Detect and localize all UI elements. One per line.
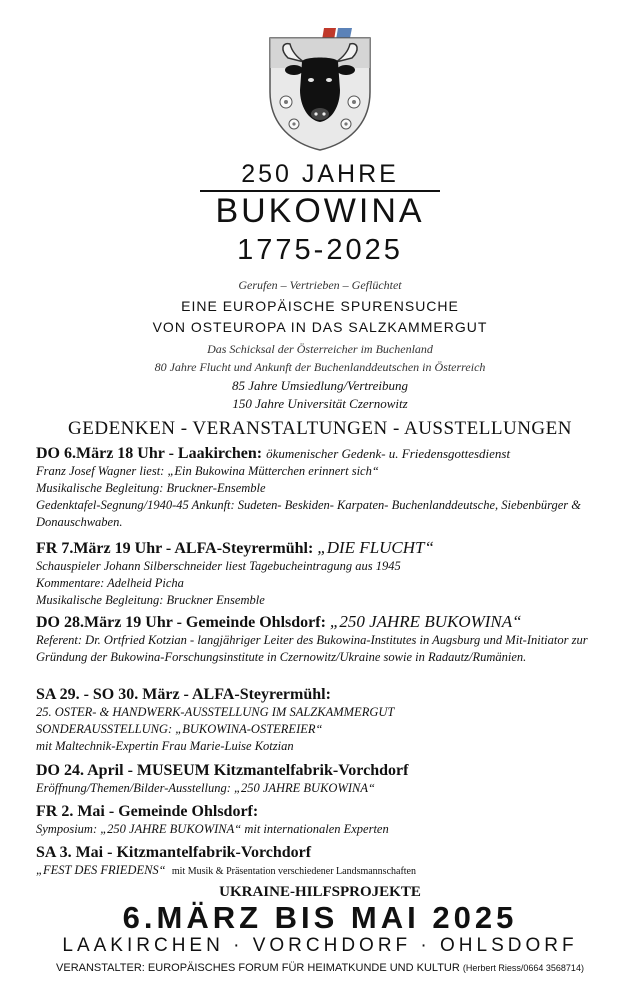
coat-of-arms-icon	[266, 28, 374, 152]
event-line: 25. OSTER- & HANDWERK-AUSSTELLUNG IM SALZKAMMERGUT	[36, 705, 395, 719]
event-line: „FEST DES FRIEDENS“ mit Musik & Präsentation verschiedener Landsmannschaften	[36, 863, 416, 877]
event-title: DO 28.März 19 Uhr - Gemeinde Ohlsdorf: „250 JAHRE BUKOWINA“	[36, 612, 522, 631]
event-line: Schauspieler Johann Silberschneider liest Tagebucheintragung aus 1945	[36, 559, 401, 573]
tagline: Gerufen – Vertrieben – Geflüchtet	[238, 278, 402, 292]
event-item	[36, 762, 616, 797]
organizer: VERANSTALTER: EUROPÄISCHES FORUM FÜR HEIMATKUNDE UND KULTUR (Herbert Riess/0664 3568714)	[56, 962, 584, 974]
event-line: Referent: Dr. Ortfried Kotzian - langjähriger Leiter des Bukowina-Institutes in Augsburg und Mit-Initiator zur Gründung der Bukowina-Forschungsinstitute in Czernowitz/Ukraine sowie in Radautz/Rumänien.	[36, 633, 588, 664]
event-title: FR 7.März 19 Uhr - ALFA-Steyrermühl: „DIE FLUCHT“	[36, 538, 434, 557]
intro-line-4: 150 Jahre Universität Czernowitz	[232, 396, 408, 411]
subtitle-line-1: EINE EUROPÄISCHE SPURENSUCHE	[181, 298, 459, 314]
event-line: Musikalische Begleitung: Bruckner Ensemble	[36, 593, 265, 607]
event-item	[36, 612, 616, 666]
date-range: 6.MÄRZ BIS MAI 2025	[122, 900, 518, 935]
period: 1775-2025	[237, 234, 403, 266]
years-label: 250 JAHRE	[241, 160, 399, 188]
event-item	[36, 445, 616, 531]
event-line: Eröffnung/Themen/Bilder-Ausstellung: „250 JAHRE BUKOWINA“	[36, 781, 375, 795]
event-line: Symposium: „250 JAHRE BUKOWINA“ mit internationalen Experten	[36, 822, 389, 836]
event-item	[36, 686, 616, 755]
intro-line-2: 80 Jahre Flucht und Ankunft der Buchenlanddeutschen in Österreich	[154, 360, 486, 374]
event-line: Musikalische Begleitung: Bruckner-Ensemble	[36, 481, 266, 495]
event-item	[36, 538, 616, 609]
section-heading: GEDENKEN - VERANSTALTUNGEN - AUSSTELLUNGEN	[68, 418, 572, 439]
event-line: mit Maltechnik-Expertin Frau Marie-Luise Kotzian	[36, 739, 294, 753]
subtitle-line-2: VON OSTEUROPA IN DAS SALZKAMMERGUT	[152, 319, 488, 335]
event-title: FR 2. Mai - Gemeinde Ohlsdorf:	[36, 803, 259, 820]
places: LAAKIRCHEN · VORCHDORF · OHLSDORF	[62, 935, 578, 956]
event-title: SA 3. Mai - Kitzmantelfabrik-Vorchdorf	[36, 844, 312, 861]
event-line: SONDERAUSSTELLUNG: „BUKOWINA-OSTEREIER“	[36, 722, 323, 736]
event-line: Franz Josef Wagner liest: „Ein Bukowina Mütterchen erinnert sich“	[36, 464, 379, 478]
event-title: SA 29. - SO 30. März - ALFA-Steyrermühl:	[36, 686, 331, 703]
intro-line-3: 85 Jahre Umsiedlung/Vertreibung	[232, 378, 408, 393]
projects-heading: UKRAINE-HILFSPROJEKTE	[219, 884, 421, 900]
event-item	[36, 844, 616, 880]
event-line: Kommentare: Adelheid Picha	[36, 576, 184, 590]
event-title: DO 6.März 18 Uhr - Laakirchen: ökumenischer Gedenk- u. Friedensgottesdienst	[36, 445, 511, 462]
event-title: DO 24. April - MUSEUM Kitzmantelfabrik-Vorchdorf	[36, 762, 409, 779]
intro-line-1: Das Schicksal der Österreicher im Buchenland	[207, 342, 433, 356]
event-item	[36, 803, 616, 838]
event-line: Gedenktafel-Segnung/1940-45 Ankunft: Sudeten- Beskiden- Karpaten- Buchenlanddeutsche, Siebenbürger & Donauschwaben.	[36, 498, 581, 529]
page-title: BUKOWINA	[215, 192, 425, 230]
